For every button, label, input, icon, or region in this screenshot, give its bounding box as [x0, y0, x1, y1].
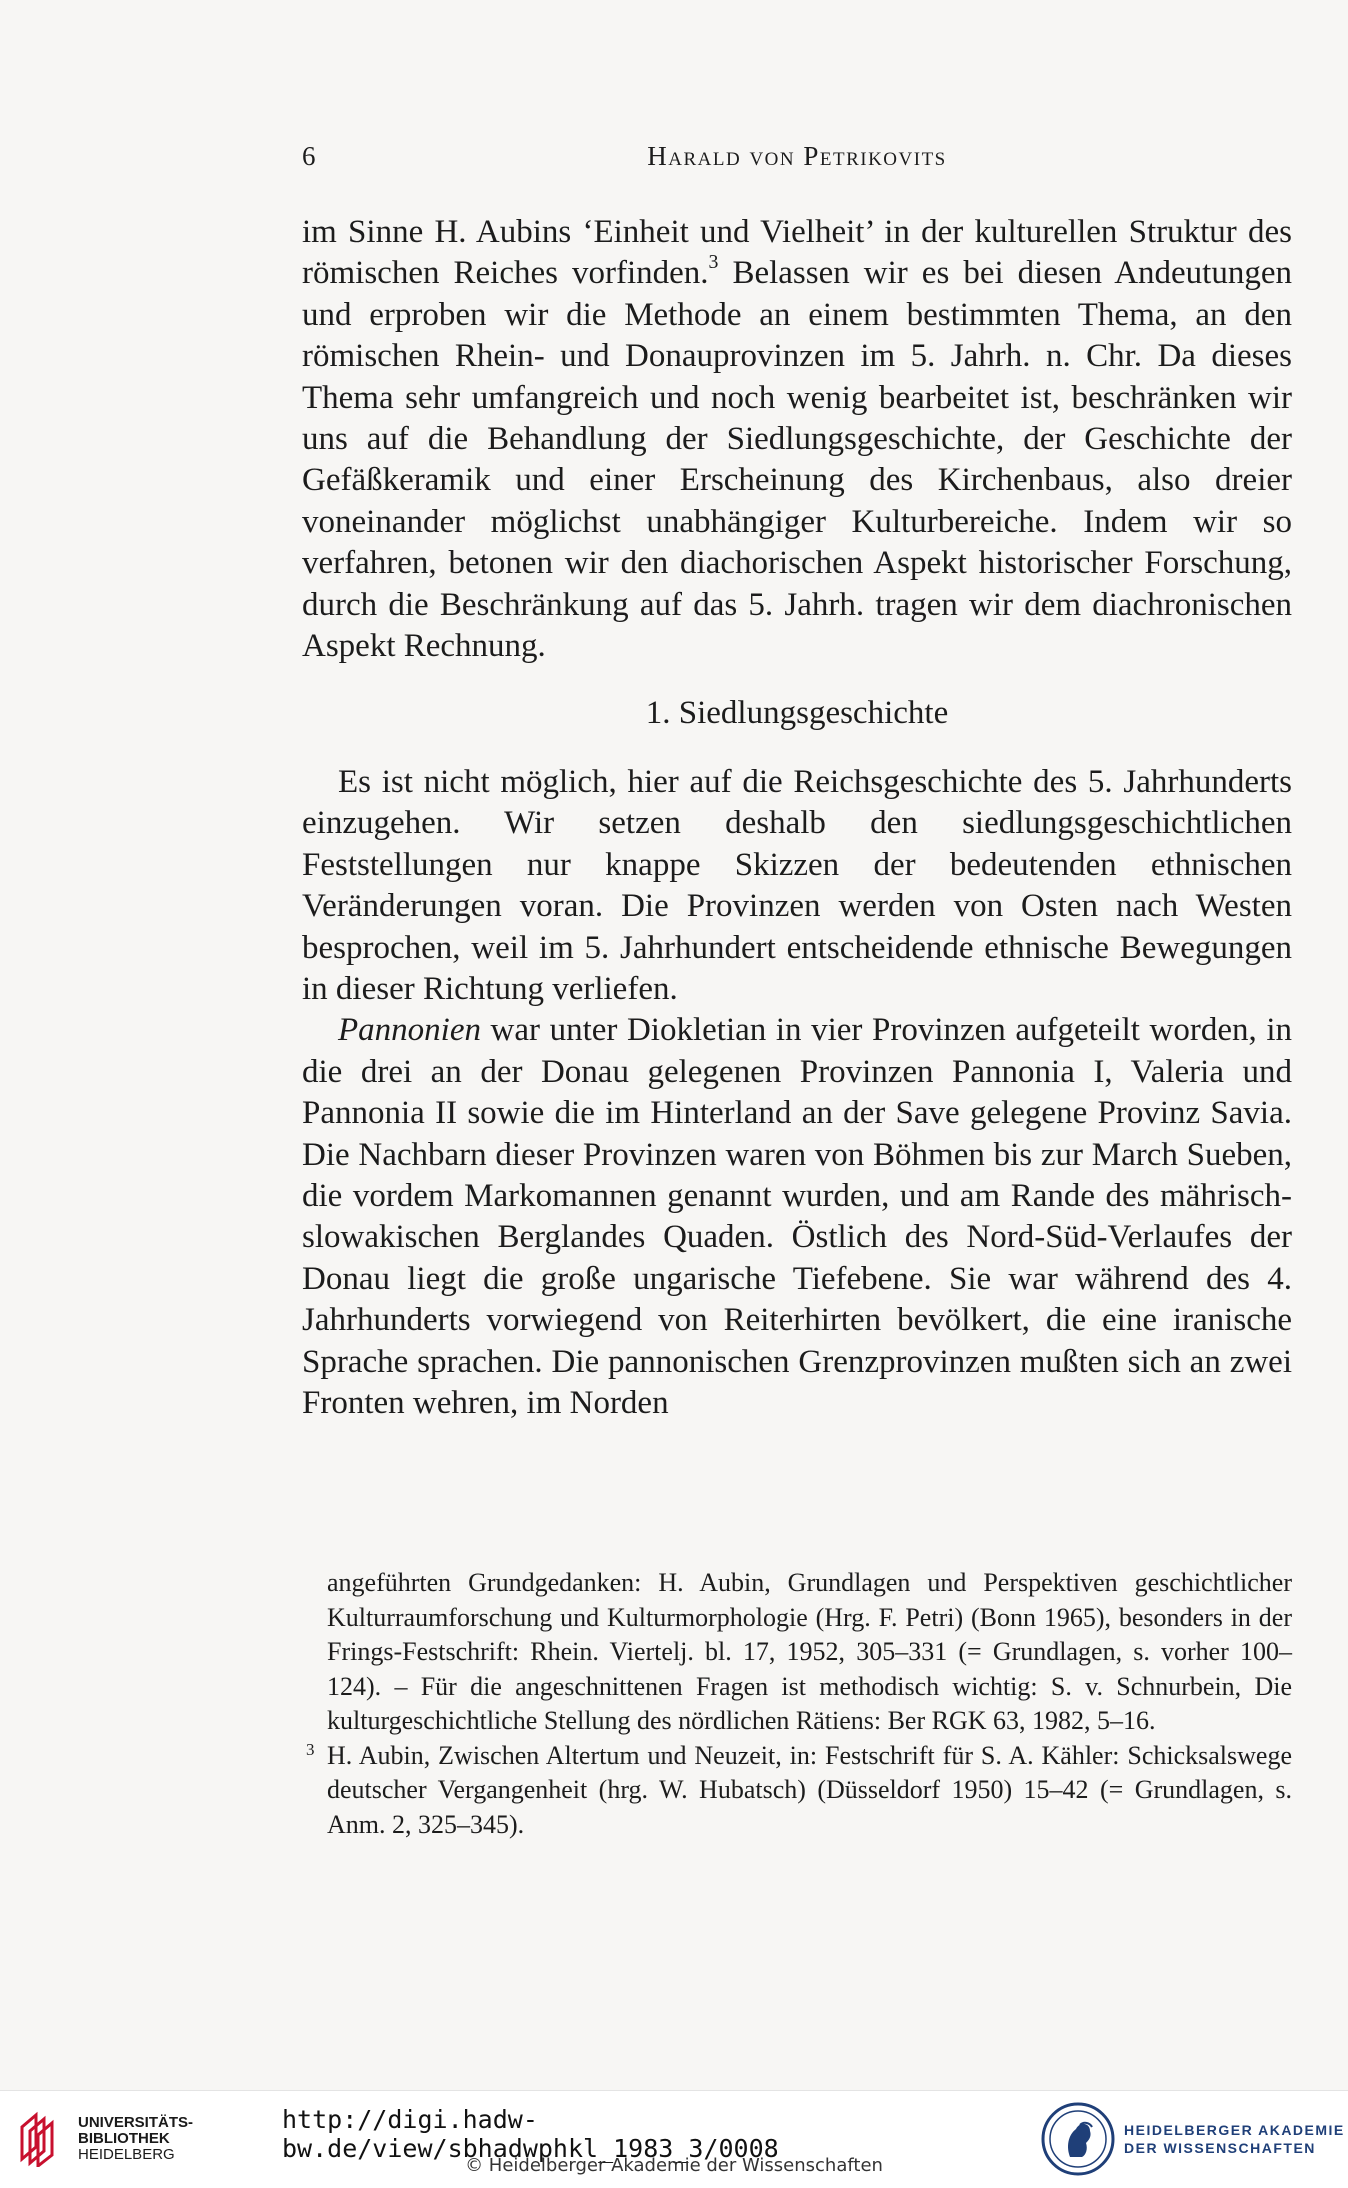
library-name-line2: BIBLIOTHEK: [78, 2130, 170, 2147]
library-city: HEIDELBERG: [78, 2146, 175, 2163]
academy-seal-icon: [1040, 2101, 1116, 2177]
page-number: 6: [302, 141, 316, 171]
footnote-3-text: H. Aubin, Zwischen Altertum und Neuzeit, in: Festschrift für S. A. Kähler: Schicksalswege deutscher Vergangenheit (hrg. W. Hubatsch) (Düsseldorf 1950) 15–42 (= Grundlagen, s. Anm. 2, 325–345).: [327, 1740, 1292, 1839]
permalink-url[interactable]: http://digi.hadw-bw.de/view/sbhadwphkl_1983_3/0008: [282, 2105, 779, 2163]
running-title: Harald von Petrikovits: [647, 141, 947, 171]
library-name-line1: UNIVERSITÄTS-: [78, 2114, 194, 2131]
paragraph-pannonien-text: war unter Diokletian in vier Provinzen aufgeteilt worden, in die drei an der Donau gelegenen Provinzen Pannonia I, Valeria und Pannonia II sowie die im Hinterland an der Save gelegene Provinz Savia. Die Nachbarn dieser Provinzen waren von Böhmen bis zur March Sueben, die vordem Markomannen genannt wurden, und am Rande des mährisch-slowakischen Berglandes Quaden. Östlich des Nord-Süd-Verlaufes der Donau liegt die große ungarische Tiefebene. Sie war während des 4. Jahrhunderts vorwiegend von Reiterhirten bevölkert, die eine iranische Sprache sprachen. Die pannonischen Grenzprovinzen mußten sich an zwei Fronten wehren, im Norden: [302, 1012, 1292, 1421]
section-heading: 1. Siedlungsgeschichte: [645, 695, 949, 732]
paragraph-pannonien: [302, 1010, 1292, 1424]
italic-term: Pannonien: [338, 1012, 481, 1049]
paragraph-intro-part2: Belassen wir es bei diesen Andeutungen und erproben wir die Methode an einem bestimmten Thema, an den römischen Rhein- und Donauprovinzen im 5. Jahrh. n. Chr. Da dieses Thema sehr umfangreich und noch wenig bearbeitet ist, beschränken wir uns auf die Behandlung der Siedlungsgeschichte, der Geschichte der Gefäßkeramik und einer Erscheinung des Kirchenbaus, also dreier voneinander möglichst unabhängiger Kulturbereiche. Indem wir so verfahren, betonen wir den diachorischen Aspekt historischer Forschung, durch die Beschränkung auf das 5. Jahrh. tragen wir dem diachronischen Aspekt Rechnung.: [302, 255, 1292, 665]
footnotes: [302, 1566, 1292, 1842]
paragraph-intro-part1: im Sinne H. Aubins ‘Einheit und Vielheit’ in der kulturellen Struktur des römischen Reiches vorfinden.: [302, 214, 1292, 292]
viewer-footer: [0, 2090, 1348, 2188]
paragraph-intro: [302, 212, 1292, 667]
academy-name-line2: DER WISSENSCHAFTEN: [1124, 2140, 1316, 2156]
footnote-continued: angeführten Grundgedanken: H. Aubin, Grundlagen und Perspektiven geschichtlicher Kulturraumforschung und Kulturmorphologie (Hrg. F. Petri) (Bonn 1965), besonders in der Frings-Festschrift: Rhein. Viertelj. bl. 17, 1952, 305–331 (= Grundlagen, s. vorher 100–124). – Für die angeschnittenen Fragen ist methodisch wichtig: S. v. Schnurbein, Die kulturgeschichtliche Stellung des nördlichen Rätiens: Ber RGK 63, 1982, 5–16.: [327, 1568, 1292, 1735]
paragraph-reichsgeschichte: Es ist nicht möglich, hier auf die Reichsgeschichte des 5. Jahrhunderts einzugehen. Wir setzen deshalb den siedlungsgeschichtlichen Feststellungen nur knappe Skizzen der bedeutenden ethnischen Veränderungen voran. Die Provinzen werden von Osten nach Westen besprochen, weil im 5. Jahrhundert entscheidende ethnische Bewegungen in dieser Richtung verliefen.: [302, 763, 1292, 1007]
copyright-notice: © Heidelberger Akademie der Wissenschaften: [465, 2155, 883, 2176]
body-text: [302, 212, 1292, 1424]
footnote-3: [302, 1739, 1292, 1843]
footnote-number: 3: [306, 1739, 315, 1759]
academy-name: [1124, 2121, 1345, 2157]
footnote-ref-3: 3: [708, 251, 719, 274]
academy-name-line1: HEIDELBERGER AKADEMIE: [1124, 2122, 1345, 2138]
